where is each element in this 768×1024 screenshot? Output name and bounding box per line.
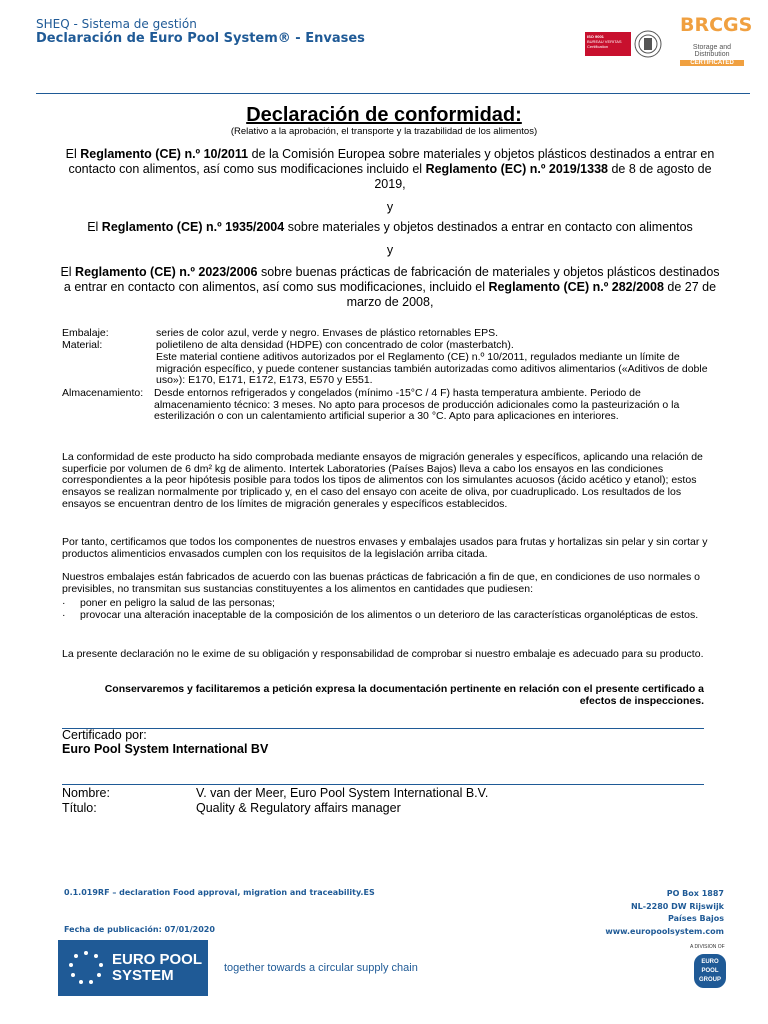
material-additives: Este material contiene aditivos autorizados por el Reglamento (CE) n.º 10/2011, regulados mediante un límite de migración específico, y puede contener sustancias también autorizadas como aditivos alimentarios («Aditivos de doble uso»): E170, E171, E172, E173, E570 y E551. [156,351,708,387]
reg1-bold1: Reglamento (CE) n.º 10/2011 [80,147,249,161]
paragraph-responsibility: La presente declaración no le exime de su obligación y responsabilidad de comprobar si nuestro embalaje es adecuado para su producto. [62,648,704,660]
reg3-pre: El [60,265,76,279]
almacenamiento-label: Almacenamiento: [62,387,144,399]
reg1-mid: de la Comisión Europea sobre materiales y objetos plásticos destinados a entrar en contacto con alimentos, así como sus modificaciones incluido el [68,147,715,176]
iso-label: ISO 9001 [587,34,604,39]
address-block [605,888,724,938]
header-system-name: SHEQ - Sistema de gestión [36,17,197,31]
embalaje-value: series de color azul, verde y negro. Envases de plástico retornables EPS. [156,327,499,339]
list-item [62,610,712,622]
header-divider [36,93,750,94]
footer-banner [58,940,208,996]
reg3-bold2: Reglamento (CE) n.º 282/2008 [488,280,664,294]
brcgs-sub2: Distribution [694,51,730,58]
group-line-2: POOL [701,968,719,974]
certified-by-value: Euro Pool System International BV [62,742,269,756]
reg2-bold1: Reglamento (CE) n.º 1935/2004 [101,220,285,234]
division-label: A DIVISION OF [690,944,725,950]
title-label: Título: [62,801,97,815]
conjunction-y-1: y [386,200,394,214]
reg3-mid: sobre buenas prácticas de fabricación de materiales y objetos plásticos destinados a entrar en contacto con alimentos, así como sus modificaciones, incluido el [63,265,720,294]
paragraph-documentation: Conservaremos y facilitaremos a petición expresa la documentación pertinente en relación con el presente certificado a efectos de inspecciones. [104,683,704,707]
group-line-3: GROUP [698,977,721,983]
reg2-pre: El [87,220,102,234]
euro-pool-stars-icon [68,950,104,986]
website-link[interactable]: www.europoolsystem.com [605,926,724,936]
group-line-1: EURO [701,959,719,965]
po-box: PO Box 1887 [666,889,724,898]
name-label: Nombre: [62,786,110,800]
postal-city: NL-2280 DW Rijswijk [630,901,724,911]
document-code: 0.1.019RF – declaration Food approval, migration and traceability.ES [64,888,375,897]
material-label: Material: [62,339,103,351]
tagline: together towards a circular supply chain [224,962,418,974]
reg3-post: de 27 de marzo de 2008, [346,280,717,309]
regulation-2 [60,220,720,235]
logo-line-2: SYSTEM [112,967,174,984]
reg1-pre: El [65,147,81,161]
embalaje-label: Embalaje: [62,327,109,339]
brcgs-logo [680,14,753,74]
bullet-text-2: provocar una alteración inaceptable de la composición de los alimentos o un deterioro de las características organolépticas de estos. [80,608,699,621]
bullet-mark: · [62,597,66,609]
regulation-1 [60,147,720,192]
brcgs-sub1: Storage and [692,44,732,51]
euro-pool-group-logo [694,954,726,988]
brcgs-wordmark: BRCGS [680,14,753,36]
brcgs-certificated-badge: CERTIFICATED [680,60,744,66]
material-value: polietileno de alta densidad (HDPE) con concentrado de color (masterbatch). [156,339,514,351]
bullet-text-1: poner en peligro la salud de las personas; [80,597,275,609]
page-subtitle: (Relativo a la aprobación, el transporte y la trazabilidad de los alimentos) [230,126,538,137]
reg3-bold1: Reglamento (CE) n.º 2023/2006 [75,265,258,279]
header-document-title: Declaración de Euro Pool System® - Envases [36,31,365,46]
paragraph-manufacturing: Nuestros embalajes están fabricados de acuerdo con las buenas prácticas de fabricación a fin de que, en condiciones de uso normales o previsibles, no transmitan sus sustancias constituyentes a los alimentos en cantidades que pudiesen: [62,571,700,595]
signature-divider-bottom [62,784,704,785]
details-block [62,328,722,443]
bv-seal-icon [633,24,663,64]
bullet-mark: · [62,608,66,621]
bullet-list [62,598,712,621]
logo-line-1: EURO POOL [112,951,203,968]
paragraph-certification: Por tanto, certificamos que todos los componentes de nuestros envases y embalajes usados para frutas y hortalizas sin pelar y sin cortar y productos alimenticios envasados cumplen con los requisitos de la legislación arriba citada. [62,536,708,560]
country: Países Bajos [667,914,724,923]
page-title: Declaración de conformidad: [246,104,522,126]
reg1-bold2: Reglamento (EC) n.º 2019/1338 [425,162,608,176]
conjunction-y-2: y [386,243,394,257]
almacenamiento-value: Desde entornos refrigerados y congelados (mínimo -15°C / 4 F) hasta temperatura ambiente. Periodo de almacenamiento técnico: 3 meses. No apto para procesos de producción adicionales como la pasteurización o la esterilización o con un calentamiento artificial superior a 30 °C. Apto para aplicaciones en interiores. [154,387,680,423]
regulation-3 [60,265,720,310]
bv-cert-text: BUREAU VERITAS Certification [587,39,622,49]
bureau-veritas-logo [585,22,663,68]
paragraph-conformity: La conformidad de este producto ha sido comprobada mediante ensayos de migración generales y específicos, aplicando una relación de superficie por volumen de 6 dm² kg de alimento. Intertek Laboratories (Países Bajos) lleva a cabo los ensayos en las condiciones correspondientes a la peor hipótesis posible para todos los tipos de alimentos con los simulantes acuosos (ácido acético y etanol); estos ensayos se realizan normalmente por triplicado y, en el caso del ensayo con aceite de oliva, por cuadruplicado. Los resultados de los ensayos se encuentran dentro de los límites de migración generales y específicos establecidos. [62,451,703,510]
reg2-post: sobre materiales y objetos destinados a entrar en contacto con alimentos [284,220,693,234]
certified-by-label: Certificado por: [62,728,147,742]
reg1-post: de 8 de agosto de 2019, [374,162,712,191]
title-value: Quality & Regulatory affairs manager [196,801,401,815]
name-value: V. van der Meer, Euro Pool System International B.V. [196,786,489,800]
publication-date: Fecha de publicación: 07/01/2020 [64,925,215,934]
signature-divider-top [62,728,704,729]
